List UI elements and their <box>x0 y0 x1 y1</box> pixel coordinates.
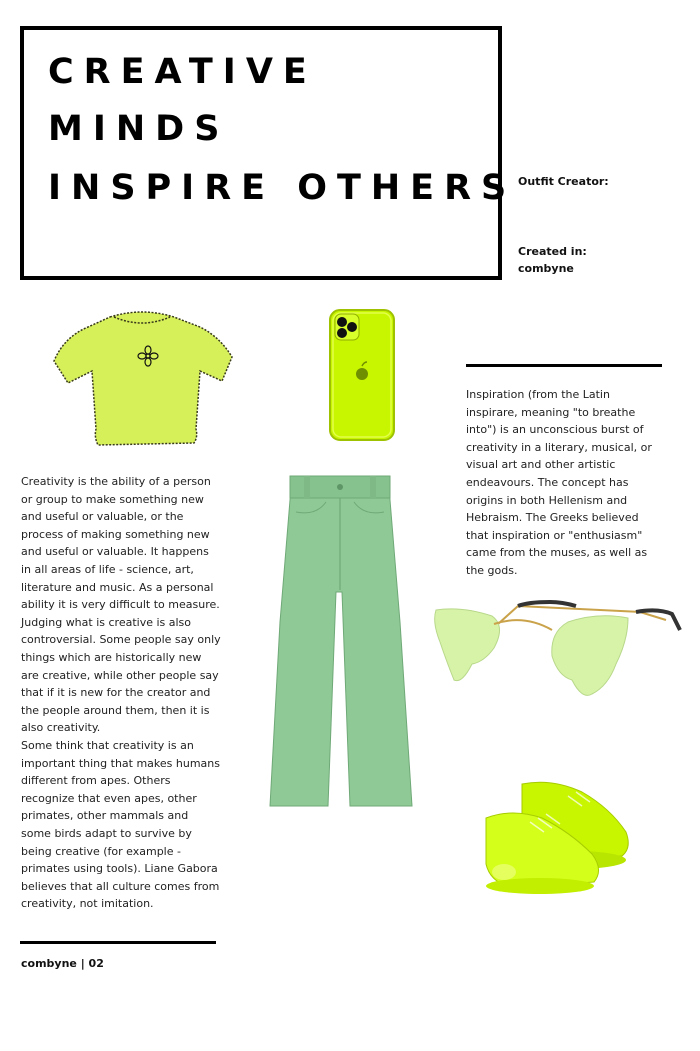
title-line-1: CREATIVE <box>48 52 317 92</box>
sunglasses-image <box>432 590 682 704</box>
right-divider <box>466 364 662 367</box>
creativity-paragraph-2: Some think that creativity is an important thing that makes humans different from apes. Others recognize that even apes, other primates, other mammals and some birds adapt to survive by being creative (for example - primates using tools). Liane Gabora believes that all culture comes from creativity, not imitation. <box>21 739 220 911</box>
crop-top-image <box>50 305 236 450</box>
title-line-3: INSPIRE OTHERS <box>48 168 517 208</box>
outfit-creator-label: Outfit Creator: <box>518 175 609 188</box>
footer-divider <box>20 941 216 944</box>
phone-case-image <box>328 308 396 442</box>
title-line-2: MINDS <box>48 109 230 149</box>
footer-label: combyne | 02 <box>21 957 104 970</box>
created-in-label: Created in: <box>518 245 587 258</box>
title-box <box>20 26 517 280</box>
creativity-paragraph-1: Creativity is the ability of a person or group to make something new and useful or valuable, or the process of making something new and useful or valuable. It happens in all areas of life - science, art, literature and music. As a personal ability it is very difficult to measure. Judging what is creative is also controversial. Some people say only things which are historically new are creative, while other people say that if it is new for the creator and the people around them, then it is also creativity. <box>21 475 221 735</box>
created-in-value: combyne <box>518 262 574 275</box>
inspiration-text: Inspiration (from the Latin inspirare, meaning "to breathe into") is an unconscious burst of creativity in a literary, musical, or visual art and other artistic endeavours. The concept has origins in both Hellenism and Hebraism. The Greeks believed that inspiration or "enthusiasm" came from the muses, as well as the gods. <box>466 388 652 577</box>
pants-image <box>268 472 414 810</box>
created-in-block <box>518 243 587 277</box>
sneakers-image <box>482 778 632 896</box>
